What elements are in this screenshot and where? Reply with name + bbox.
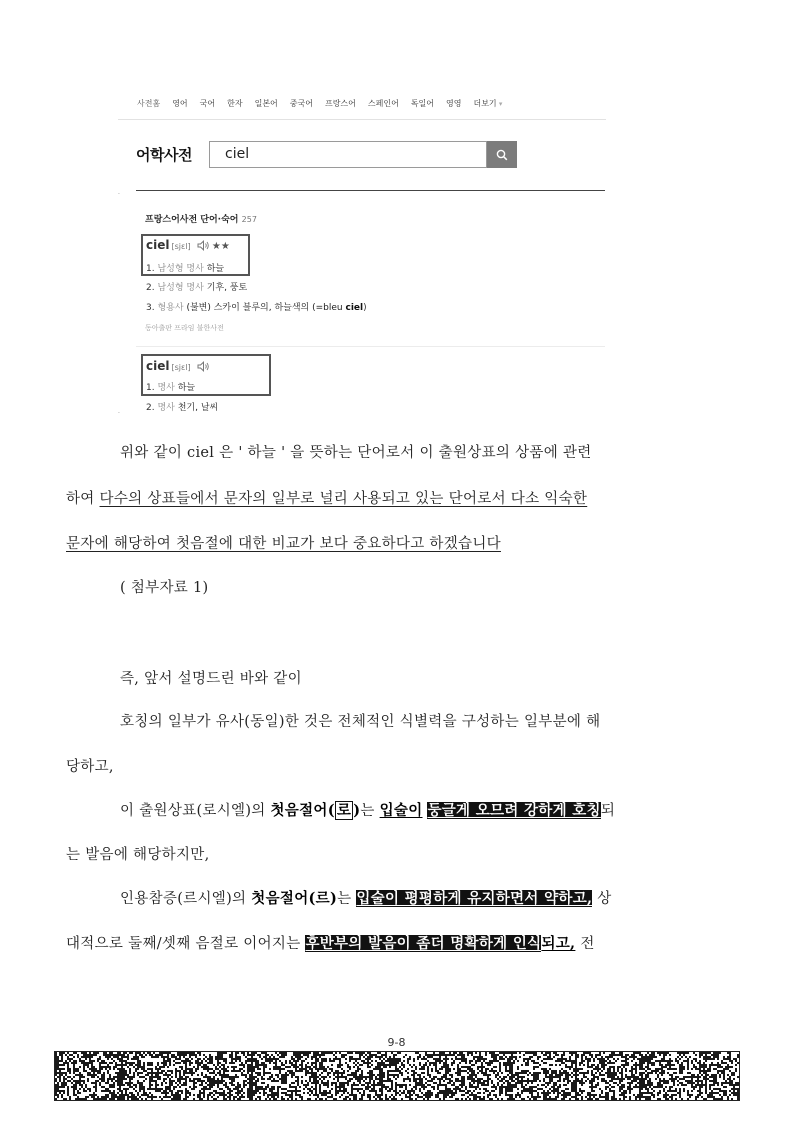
speaker-icon[interactable] [197, 240, 210, 251]
dictionary-source[interactable]: 동아출판 프라임 불한사전 [145, 324, 224, 332]
tabs-divider [118, 119, 606, 120]
search-input[interactable]: ciel [209, 141, 487, 168]
underlined-text: 다수의 상표들에서 문자의 일부로 널리 사용되고 있는 단어로서 다소 익숙한 [99, 491, 588, 507]
highlighted-text: 둥글게 오므려 강하게 호칭 [427, 802, 601, 819]
paragraph-4-line-2: 당하고, [66, 759, 114, 775]
entry1-stars: ★★ [211, 241, 230, 252]
entry1-word[interactable]: ciel [146, 238, 170, 252]
paragraph-5-line-1: 이 출원상표(로시엘)의 첫음절어( 로 )는 입술이 둥글게 오므려 강하게 호칭되 [120, 802, 616, 819]
dictionary-screenshot [118, 88, 610, 418]
tab-more[interactable]: 더보기 ▾ [473, 98, 502, 109]
tab-english-english[interactable]: 영영 [446, 99, 462, 108]
entry2-pronunciation: [sjɛl] [171, 363, 191, 372]
underlined-text: 문자에 해당하여 첫음절에 대한 비교가 보다 중요하다고 하겠습니다 [66, 536, 501, 552]
entry2-word[interactable]: ciel [146, 359, 170, 373]
page-number: 9-8 [387, 1036, 406, 1049]
tab-spanish[interactable]: 스페인어 [367, 99, 399, 108]
entry2-headword[interactable] [146, 359, 210, 373]
paragraph-1-line-2: 하여 다수의 상표들에서 문자의 일부로 널리 사용되고 있는 단어로서 다소 익숙한 [66, 491, 588, 507]
search-button[interactable] [487, 141, 517, 168]
entry1-sense-2: 2. 남성형 명사 기후, 풍토 [146, 283, 248, 293]
entry1-pronunciation: [sjɛl] [171, 242, 191, 251]
entry1-headword[interactable] [146, 238, 230, 252]
section-heading [145, 212, 257, 225]
dictionary-tabs [137, 98, 502, 109]
entry1-sense-3: 3. 형용사 (불변) 스카이 블루의, 하늘색의 (=bleu ciel) [146, 303, 367, 313]
tab-english[interactable]: 영어 [172, 99, 188, 108]
boxed-syllable: 로 [336, 802, 352, 819]
tab-french[interactable]: 프랑스어 [324, 99, 356, 108]
results-divider [136, 190, 605, 191]
marker-dot: . [118, 408, 120, 415]
highlighted-text: 후반부의 발음이 좀더 명확하게 인식 [305, 935, 542, 952]
attachment-reference: ( 첨부자료 1) [120, 580, 209, 596]
tab-chinese[interactable]: 중국어 [289, 99, 313, 108]
bold-underlined-text: 되고, [541, 935, 576, 952]
marker-dot: . [118, 189, 120, 196]
paragraph-6-line-1: 인용참증(르시엘)의 첫음절어(르)는 입술이 평평하게 유지하면서 약하고, 상 [120, 890, 612, 907]
speaker-icon[interactable] [197, 361, 210, 372]
paragraph-4-line-1: 호칭의 일부가 유사(동일)한 것은 전체적인 식별력을 구성하는 일부분에 해 [120, 714, 601, 730]
entry2-sense-1: 1. 명사 하늘 [146, 383, 196, 393]
dictionary-title: 어학사전 [136, 146, 192, 164]
paragraph-5-line-2: 는 발음에 해당하지만, [66, 847, 210, 863]
section-title: 프랑스어사전 단어·숙어 [145, 215, 239, 225]
paragraph-1-line-1: 위와 같이 ciel 은 ' 하늘 ' 을 뜻하는 단어로서 이 출원상표의 상품에 관련 [120, 445, 592, 461]
tab-german[interactable]: 독일어 [410, 99, 434, 108]
search-icon [496, 149, 508, 161]
tab-home[interactable]: 사전홈 [137, 99, 161, 108]
entry2-sense-2: 2. 명사 천기, 날씨 [146, 403, 219, 413]
paragraph-1-line-3 [66, 532, 501, 553]
tab-korean[interactable]: 국어 [199, 99, 216, 108]
bold-text: 첫음절어( [270, 802, 335, 819]
paragraph-6-line-2: 대적으로 둘째/셋째 음절로 이어지는 후반부의 발음이 좀더 명확하게 인식되고, 전 [66, 935, 595, 952]
entry1-sense-1: 1. 남성형 명사 하늘 [146, 264, 225, 274]
bold-text: 첫음절어(르) [251, 890, 338, 907]
tab-japanese[interactable]: 일본어 [254, 99, 278, 108]
section-count: 257 [241, 215, 257, 224]
paragraph-3: 즉, 앞서 설명드린 바와 같이 [120, 671, 302, 687]
tab-hanja[interactable]: 한자 [227, 99, 243, 108]
bold-underlined-text: 입술이 [379, 802, 423, 819]
document-barcode [54, 1051, 740, 1101]
highlighted-text: 입술이 평평하게 유지하면서 약하고, [356, 890, 593, 907]
entry-divider [136, 346, 605, 347]
